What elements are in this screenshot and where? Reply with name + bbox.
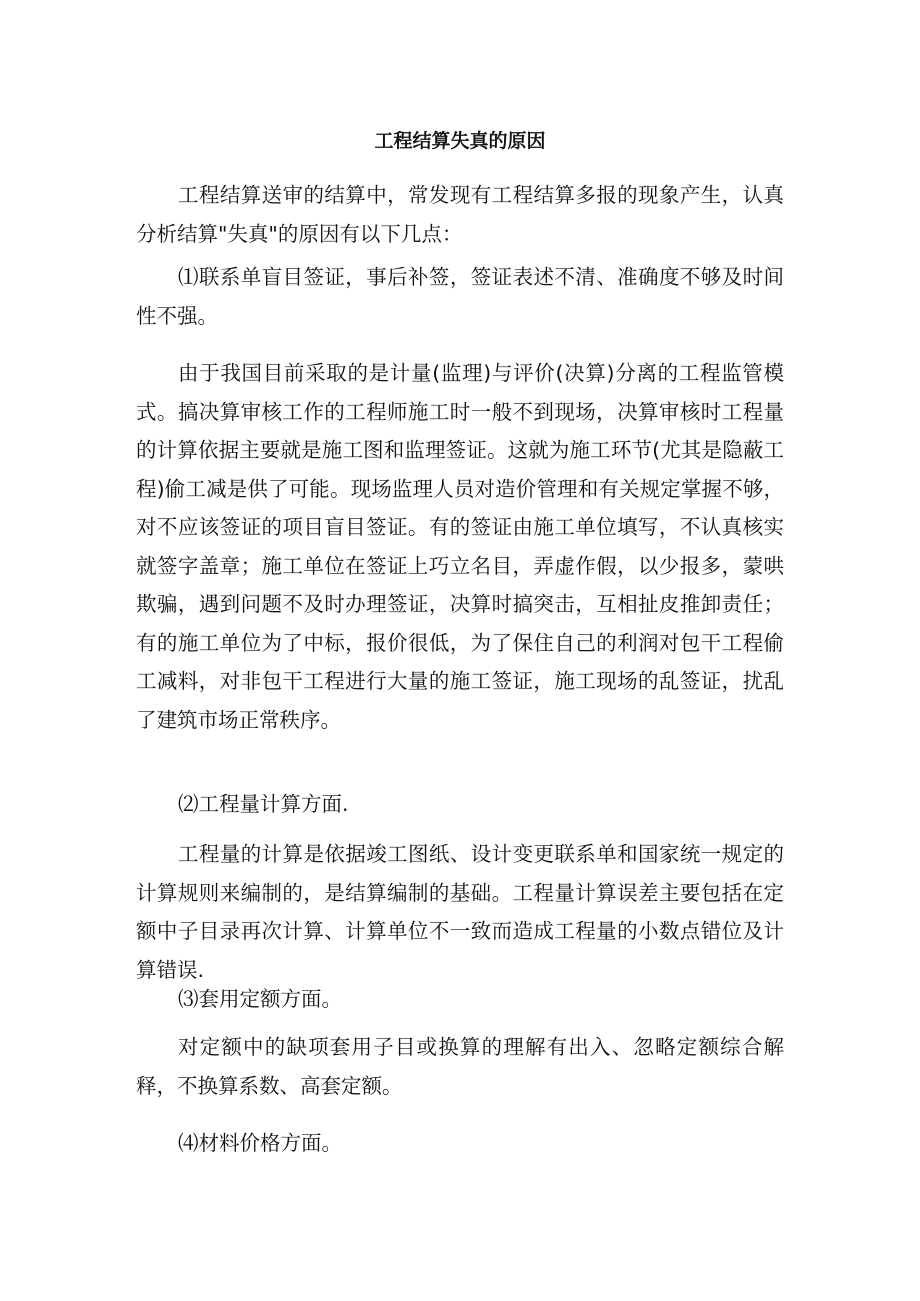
- paragraph-point-1: ⑴联系单盲目签证，事后补签，签证表述不清、准确度不够及时间性不强。: [136, 265, 784, 328]
- paragraph-intro: 工程结算送审的结算中，常发现有工程结算多报的现象产生，认真分析结算"失真"的原因有以下几点：: [136, 183, 784, 246]
- paragraph-point-2-detail: 工程量的计算是依据竣工图纸、设计变更联系单和国家统一规定的计算规则来编制的，是结算编制的基础。工程量计算误差主要包括在定额中子目录再次计算、计算单位不一致而造成工程量的小数点错位及计算错误.: [136, 842, 784, 982]
- paragraph-point-1-detail: 由于我国目前采取的是计量(监理)与评价(决算)分离的工程监管模式。搞决算审核工作的工程师施工时一般不到现场，决算审核时工程量的计算依据主要就是施工图和监理签证。这就为施工环节(尤其是隐蔽工程)偷工减是供了可能。现场监理人员对造价管理和有关规定掌握不够，对不应该签证的项目盲目签证。有的签证由施工单位填写，不认真核实就签字盖章；施工单位在签证上巧立名目，弄虚作假，以少报多，蒙哄欺骗，遇到问题不及时办理签证，决算时搞突击，互相扯皮推卸责任；有的施工单位为了中标，报价很低，为了保住自己的利润对包干工程偷工减料，对非包干工程进行大量的施工签证，施工现场的乱签证，扰乱了建筑市场正常秩序。: [136, 361, 784, 732]
- paragraph-point-4: ⑷材料价格方面。: [178, 1131, 342, 1155]
- paragraph-point-2: ⑵工程量计算方面.: [178, 792, 349, 816]
- paragraph-point-3-detail: 对定额中的缺项套用子目或换算的理解有出入、忽略定额综合解释，不换算系数、高套定额。: [136, 1035, 784, 1098]
- paragraph-point-3: ⑶套用定额方面。: [178, 987, 342, 1011]
- document-title: 工程结算失真的原因: [374, 130, 546, 152]
